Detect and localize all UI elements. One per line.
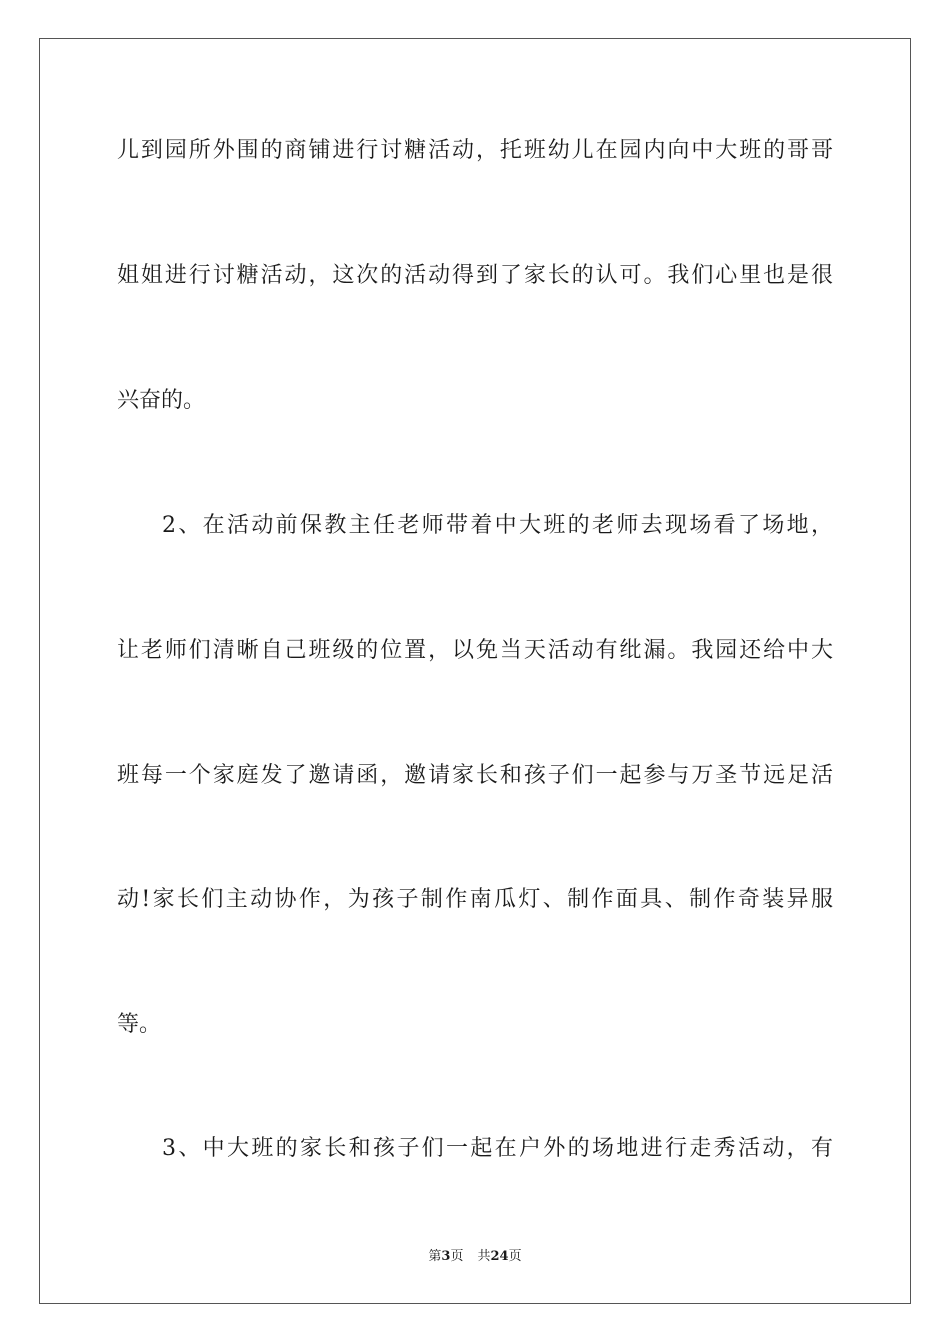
body-text-line-1: 儿到园所外围的商铺进行讨糖活动，托班幼儿在园内向中大班的哥哥	[117, 138, 833, 163]
body-text-line-9: 3、中大班的家长和孩子们一起在户外的场地进行走秀活动，有	[162, 1136, 833, 1161]
body-text-line-7: 动!家长们主动协作，为孩子制作南瓜灯、制作面具、制作奇装异服	[117, 887, 833, 912]
page-border	[39, 38, 911, 1304]
total-pages: 24	[490, 1249, 509, 1264]
body-text-line-8: 等。	[117, 1012, 162, 1037]
body-text-line-2: 姐姐进行讨糖活动，这次的活动得到了家长的认可。我们心里也是很	[117, 263, 833, 288]
total-prefix: 共	[477, 1249, 491, 1264]
body-text-line-6: 班每一个家庭发了邀请函，邀请家长和孩子们一起参与万圣节远足活	[117, 763, 833, 788]
total-suffix: 页	[508, 1249, 522, 1264]
body-text-line-5: 让老师们清晰自己班级的位置，以免当天活动有纰漏。我园还给中大	[117, 638, 833, 663]
body-text-line-4: 2、在活动前保教主任老师带着中大班的老师去现场看了场地，	[162, 513, 833, 538]
page-prefix: 第	[428, 1249, 442, 1264]
page-suffix: 页	[450, 1249, 464, 1264]
page-number: 3	[441, 1249, 451, 1264]
body-text-line-3: 兴奋的。	[117, 388, 206, 413]
page-footer	[0, 1248, 950, 1266]
